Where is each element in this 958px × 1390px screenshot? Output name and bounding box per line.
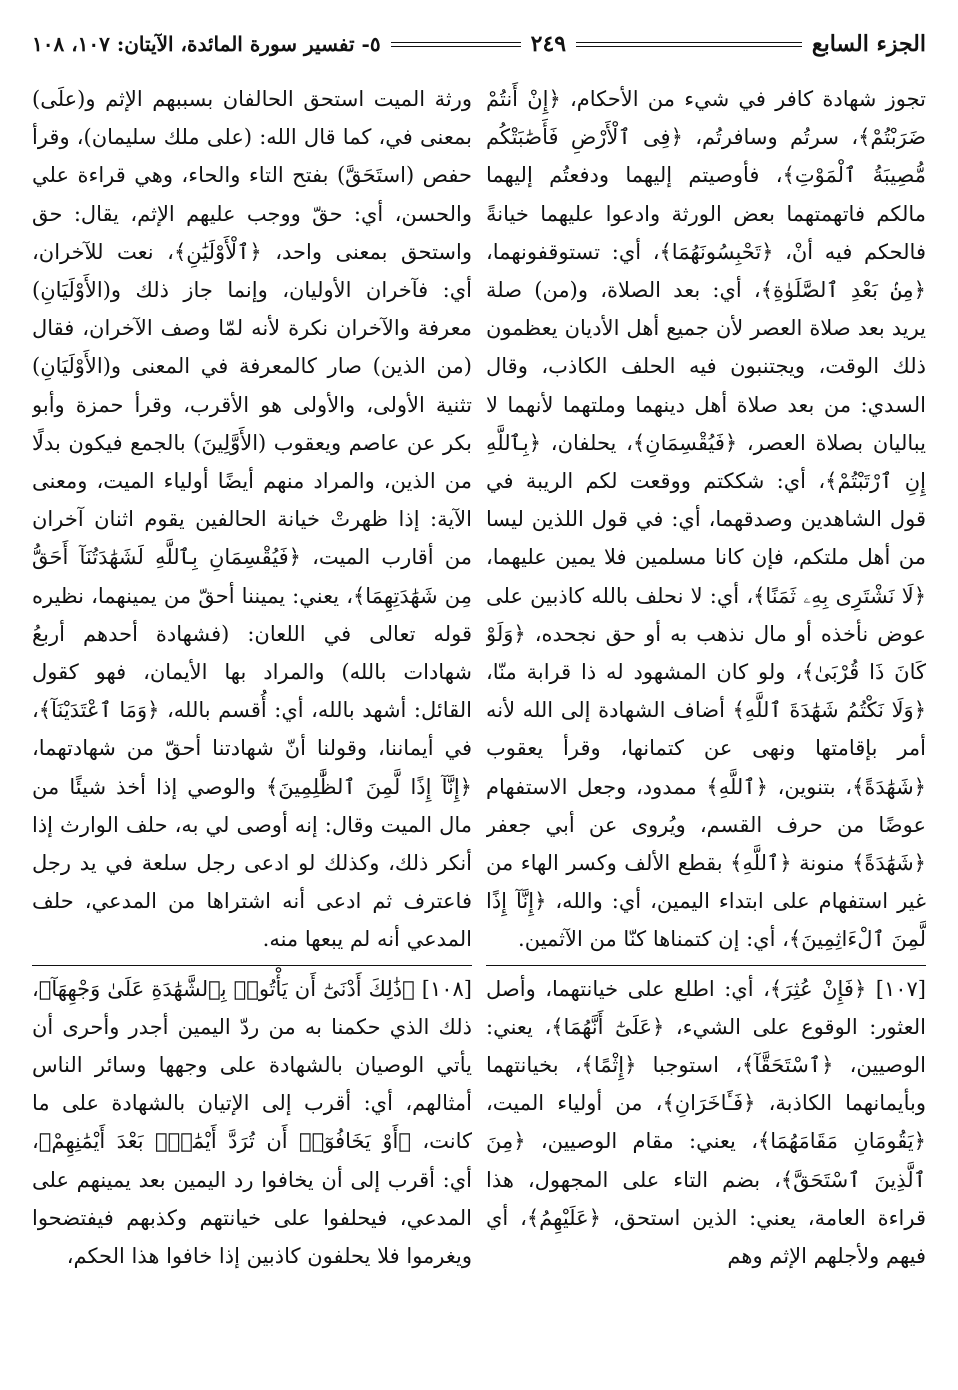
text-columns bbox=[32, 80, 926, 1370]
left-column-paragraph: [١٠٨] ﴿ذَٰلِكَ أَدْنَىٰٓ أَن يَأْتُوا۟ بِٱلشَّهَٰدَةِ عَلَىٰ وَجْهِهَآ﴾، ذلك الذي حكمنا به من ردّ اليمين أجدر وأحرى أن يأتي الوصيان بالشهادة على وجهها وسائر الناس أمثالهم، أي: أقرب إلى الإتيان بالشهادة على ما كانت، ﴿أَوْ يَخَافُوٓا۟ أَن تُرَدَّ أَيْمَٰنٌۢ بَعْدَ أَيْمَٰنِهِمْ﴾، أي: أقرب إلى أن يخافوا رد اليمين بعد يمينهم على المدعي، فيحلفوا على خيانتهم وكذبهم فيفتضحوا ويغرموا فلا يحلفون كاذبين إذا خافوا هذا الحكم، bbox=[32, 976, 472, 1269]
verse-separator-108 bbox=[32, 965, 472, 966]
header-part-label: الجزء السابع bbox=[811, 31, 926, 57]
right-column-paragraph: [١٠٧] ﴿فَإِنْ عُثِرَ﴾، أي: اطلع على خيانتهما، وأصل العثور: الوقوع على الشيء، ﴿عَلَىٰٓ أَنَّهُمَا﴾، يعني: الوصيين، ﴿ٱسْتَحَقَّآ﴾، استوجبا ﴿إِثْمًا﴾، بخيانتهما وبأيمانهما الكاذبة، ﴿فَـَٔاخَرَانِ﴾، من أولياء الميت، ﴿يَقُومَانِ مَقَامَهُمَا﴾، يعني: مقام الوصيين، ﴿مِنَ ٱلَّذِينَ ٱسْتَحَقَّ﴾، بضم التاء على المجهول، هذا قراءة العامة، يعني: الذين استحق، ﴿عَلَيْهِمُ﴾، أي فيهم ولأجلهم الإثم وهم bbox=[486, 976, 926, 1269]
verse-separator-107 bbox=[486, 965, 926, 966]
left-column-paragraph: ورثة الميت استحق الحالفان بسببهم الإثم و(علَى) بمعنى في، كما قال الله: (على ملك سليمان)، وقرأ حفص (استَحَقَّ) بفتح التاء والحاء، وهي قراءة علي والحسن، أي: حقّ ووجب عليهم الإثم، يقال: حق واستحق بمعنى واحد، ﴿ٱلْأَوْلَيَٰنِ﴾، نعت للآخران، أي: فآخران الأوليان، وإنما جاز ذلك و(الأَوْلَيَانِ) معرفة والآخران نكرة لأنه لمّا وصف الآخران، فقال (من الذين) صار كالمعرفة في المعنى و(الأَوْلَيَانِ) تثنية الأولى، والأولى هو الأقرب، وقرأ حمزة وأبو بكر عن عاصم ويعقوب (الأَوَّلِينَ) بالجمع فيكون بدلًا من الذين، والمراد منهم أيضًا أولياء الميت، ومعنى الآية: إذا ظهرتْ خيانة الحالفين يقوم اثنان آخران من أقارب الميت، ﴿فَيُقْسِمَانِ بِٱللَّهِ لَشَهَٰدَتُنَآ أَحَقُّ مِن شَهَٰدَتِهِمَا﴾، يعني: يميننا أحقّ من يمينهما، نظيره قوله تعالى في اللعان: (فشهادة أحدهم أربعُ شهادات بالله) والمراد بها الأيمان، فهو كقول القائل: أشهد بالله، أي: أُقسم بالله، ﴿وَمَا ٱعْتَدَيْنَآ﴾، في أيماننا، وقولنا أنّ شهادتنا أحقّ من شهادتهما، ﴿إِنَّآ إِذًا لَّمِنَ ٱلظَّٰلِمِينَ﴾ والوصي إذا أخذ شيئًا من مال الميت وقال: إنه أوصى لي به، حلف الوارث إذا أنكر ذلك، وكذلك لو ادعى رجل سلعة في يد رجل فاعترف ثم ادعى أنه اشتراها من المدعي، حلف المدعي أنه لم يبعها منه. bbox=[32, 87, 472, 952]
header-rule-left bbox=[391, 42, 521, 47]
running-header bbox=[32, 22, 926, 66]
page-number: ٢٤٩ bbox=[530, 31, 567, 57]
left-column bbox=[32, 80, 472, 1370]
right-column-paragraph: تجوز شهادة كافر في شيء من الأحكام، ﴿إِنْ أَنتُمْ ضَرَبْتُمْ﴾، سرتُم وسافرتُم، ﴿فِى ٱلْأَرْضِ فَأَصَٰبَتْكُم مُّصِيبَةُ ٱلْمَوْتِ﴾، فأوصيتم إليهما ودفعتُم إليهما مالكم فاتهمتهما بعض الورثة وادعوا عليهما خيانةً فالحكم فيه أنْ، ﴿تَحْبِسُونَهُمَا﴾، أي: تستوقفونهما، ﴿مِنۢ بَعْدِ ٱلصَّلَوٰةِ﴾، أي: بعد الصلاة، و(من) صلة يريد بعد صلاة العصر لأن جميع أهل الأديان يعظمون ذلك الوقت، ويجتنبون فيه الحلف الكاذب، وقال السدي: من بعد صلاة أهل دينهما وملتهما لأنهما لا يباليان بصلاة العصر، ﴿فَيُقْسِمَانِ﴾، يحلفان، ﴿بِٱللَّهِ إِنِ ٱرْتَبْتُمْ﴾، أي: شككتم ووقعت لكم الريبة في قول الشاهدين وصدقهما، أي: في قول اللذين ليسا من أهل ملتكم، فإن كانا مسلمين فلا يمين عليهما، ﴿لَا نَشْتَرِى بِهِۦ ثَمَنًا﴾، أي: لا نحلف بالله كاذبين على عوض نأخذه أو مال نذهب به أو حق نجحده، ﴿وَلَوْ كَانَ ذَا قُرْبَىٰ﴾، ولو كان المشهود له ذا قرابة منّا، ﴿وَلَا نَكْتُمُ شَهَٰدَةَ ٱللَّهِ﴾ أضاف الشهادة إلى الله لأنه أمر بإقامتها ونهى عن كتمانها، وقرأ يعقوب ﴿شَهَٰدَةً﴾، بتنوين، ﴿ٱللَّهِ﴾ ممدود، وجعل الاستفهام عوضًا من حرف القسم، ويُروى عن أبي جعفر ﴿شَهَٰدَةً﴾ منونة ﴿ٱللَّهِ﴾ بقطع الألف وكسر الهاء من غير استفهام على ابتداء اليمين، أي: والله، ﴿إِنَّآ إِذًا لَّمِنَ ٱلْءَاثِمِينَ﴾، أي: إن كتمناها كنّا من الآثمين. bbox=[486, 87, 926, 952]
header-rule-right bbox=[576, 42, 802, 47]
right-column bbox=[486, 80, 926, 1370]
header-title: ٥- تفسير سورة المائدة، الآيتان: ١٠٧، ١٠٨ bbox=[32, 32, 381, 56]
